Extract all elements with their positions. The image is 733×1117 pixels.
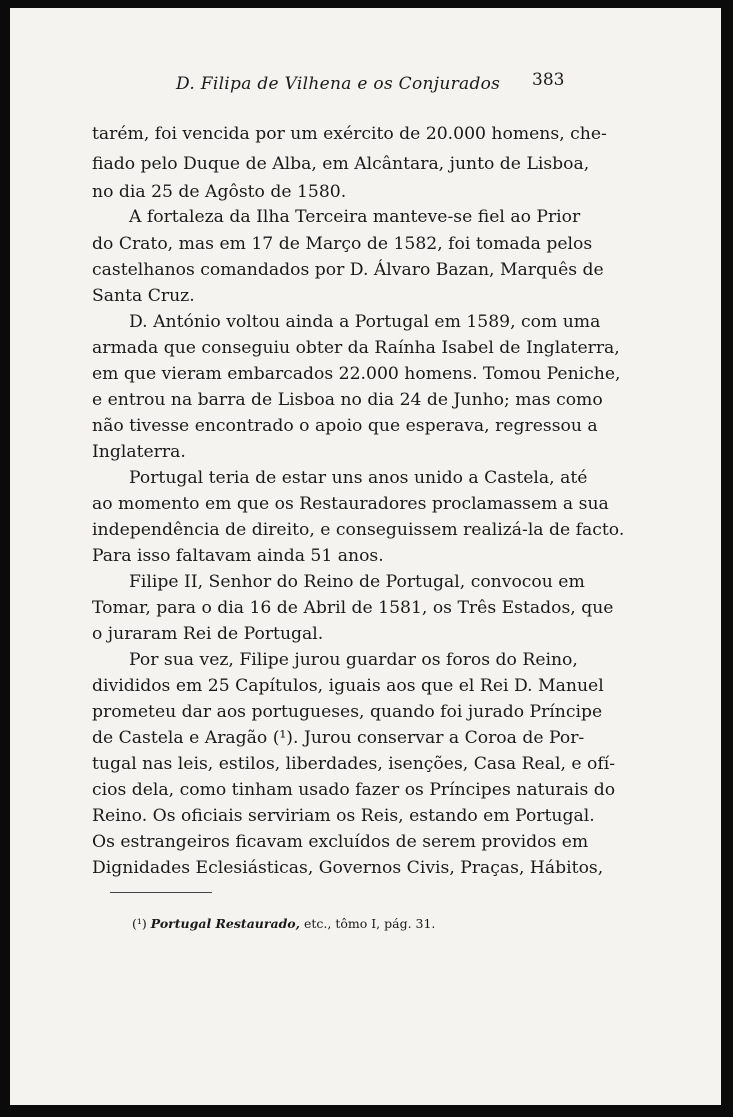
text-line: o juraram Rei de Portugal. (92, 624, 324, 644)
text-line: independência de direito, e conseguissem realizá-la de facto. (92, 520, 625, 540)
text-line: fiado pelo Duque de Alba, em Alcântara, junto de Lisboa, (92, 154, 590, 174)
text-line: Os estrangeiros ficavam excluídos de serem providos em (92, 832, 589, 852)
text-line: divididos em 25 Capítulos, iguais aos que el Rei D. Manuel (92, 676, 604, 696)
running-title: D. Filipa de Vilhena e os Conjurados (176, 74, 501, 94)
text-line: no dia 25 de Agôsto de 1580. (92, 182, 347, 202)
text-line: cios dela, como tinham usado fazer os Príncipes naturais do (92, 780, 616, 800)
text-line: Filipe II, Senhor do Reino de Portugal, convocou em (129, 572, 585, 592)
text-line: Portugal teria de estar uns anos unido a Castela, até (129, 468, 588, 488)
page-number: 383 (532, 70, 565, 90)
text-line: A fortaleza da Ilha Terceira manteve-se fiel ao Prior (129, 207, 581, 227)
book-page (10, 8, 721, 1105)
text-line: Santa Cruz. (92, 286, 195, 306)
footnote-citation: etc., tômo I, pág. 31. (303, 916, 436, 931)
text-line: do Crato, mas em 17 de Março de 1582, foi tomada pelos (92, 234, 593, 254)
text-line: em que vieram embarcados 22.000 homens. Tomou Peniche, (92, 364, 621, 384)
text-line: não tivesse encontrado o apoio que esperava, regressou a (92, 416, 598, 436)
text-line: Tomar, para o dia 16 de Abril de 1581, os Três Estados, que (92, 598, 614, 618)
text-line: armada que conseguiu obter da Raínha Isabel de Inglaterra, (92, 338, 620, 358)
text-line: tarém, foi vencida por um exército de 20.000 homens, che- (92, 124, 607, 144)
footnote-source: Portugal Restaurado, (150, 916, 300, 931)
text-line: Dignidades Eclesiásticas, Governos Civis, Praças, Hábitos, (92, 858, 604, 878)
text-line: de Castela e Aragão (¹). Jurou conservar a Coroa de Por- (92, 728, 585, 748)
text-line: ao momento em que os Restauradores proclamassem a sua (92, 494, 609, 514)
text-line: tugal nas leis, estilos, liberdades, isenções, Casa Real, e ofí- (92, 754, 616, 774)
text-line: Para isso faltavam ainda 51 anos. (92, 546, 384, 566)
text-line: prometeu dar aos portugueses, quando foi jurado Príncipe (92, 702, 603, 722)
footnote-marker: (¹) (132, 916, 147, 931)
text-line: e entrou na barra de Lisboa no dia 24 de Junho; mas como (92, 390, 603, 410)
text-line: castelhanos comandados por D. Álvaro Bazan, Marquês de (92, 260, 604, 280)
text-line: D. António voltou ainda a Portugal em 1589, com uma (129, 312, 601, 332)
footnote-rule (110, 892, 212, 893)
text-line: Inglaterra. (92, 442, 186, 462)
footnote (132, 916, 435, 931)
text-line: Reino. Os oficiais serviriam os Reis, estando em Portugal. (92, 806, 595, 826)
text-line: Por sua vez, Filipe jurou guardar os foros do Reino, (129, 650, 578, 670)
page-header (10, 70, 721, 100)
